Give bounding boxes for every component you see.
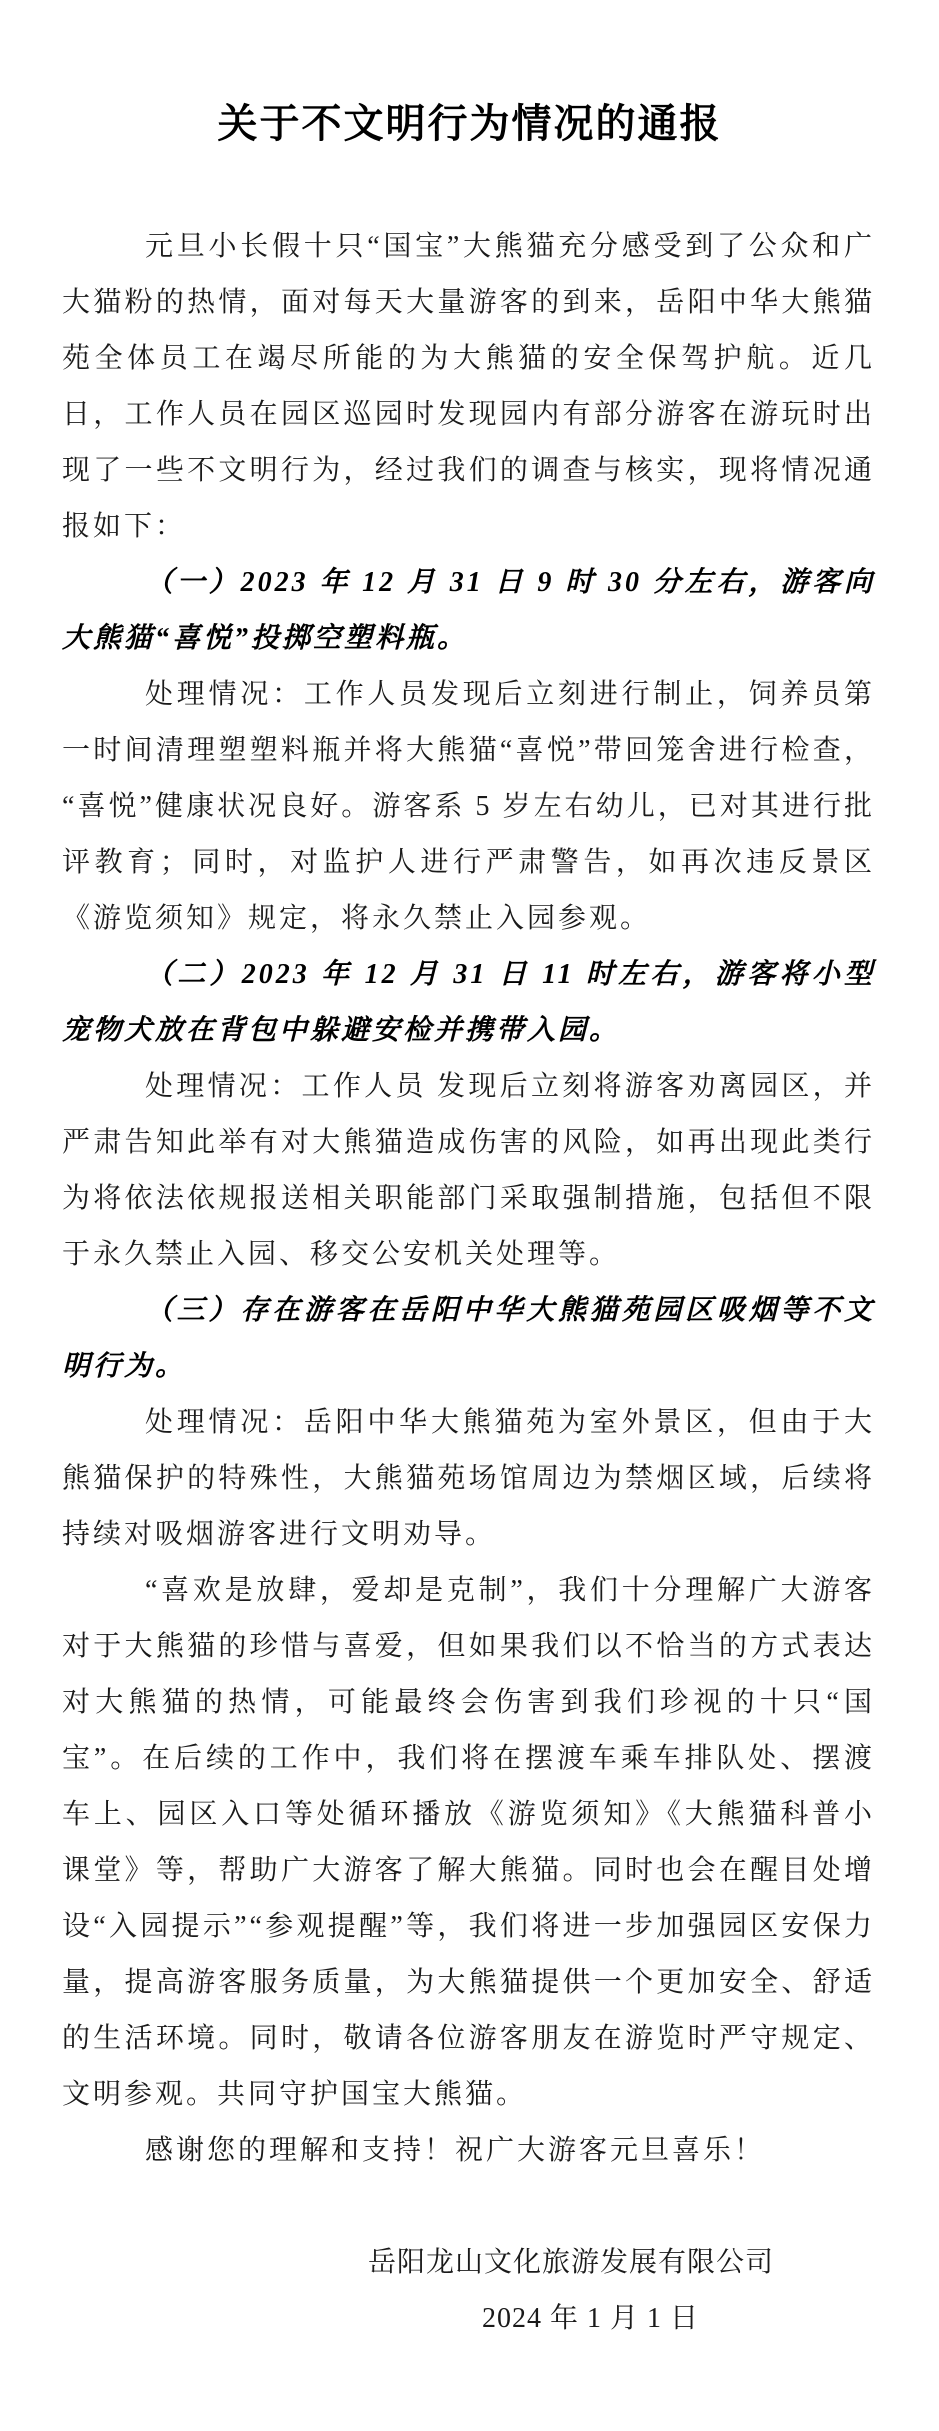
document-title: 关于不文明行为情况的通报 bbox=[217, 101, 722, 146]
section-heading-1: （一）2023 年 12 月 31 日 9 时 30 分左右，游客向大熊猫“喜悦”投掷空塑料瓶。 bbox=[62, 567, 875, 654]
closing-measures-paragraph: “喜欢是放肆，爱却是克制”，我们十分理解广大游客对于大熊猫的珍惜与喜爱，但如果我们以不恰当的方式表达对大熊猫的热情，可能最终会伤害到我们珍视的十只“国宝”。在后续的工作中，我们将在摆渡车乘车排队处、摆渡车上、园区入口等处循环播放《游览须知》《大熊猫科普小课堂》等，帮助广大游客了解大熊猫。同时也会在醒目处增设“入园提示”“参观提醒”等，我们将进一步加强园区安保力量，提高游客服务质量，为大熊猫提供一个更加安全、舒适的生活环境。同时，敬请各位游客朋友在游览时严守规定、文明参观。共同守护国宝大熊猫。 bbox=[62, 1575, 875, 2110]
section-1-handling-paragraph: 处理情况：工作人员发现后立刻进行制止，饲养员第一时间清理塑塑料瓶并将大熊猫“喜悦”带回笼舍进行检查，“喜悦”健康状况良好。游客系 5 岁左右幼儿，已对其进行批评教育；同时，对监护人进行严肃警告，如再次违反景区《游览须知》规定，将永久禁止入园参观。 bbox=[62, 679, 875, 934]
intro-paragraph: 元旦小长假十只“国宝”大熊猫充分感受到了公众和广大猫粉的热情，面对每天大量游客的到来，岳阳中华大熊猫苑全体员工在竭尽所能的为大熊猫的安全保驾护航。近几日，工作人员在园区巡园时发现园内有部分游客在游玩时出现了一些不文明行为，经过我们的调查与核实，现将情况通报如下： bbox=[62, 231, 875, 542]
signature-company: 岳阳龙山文化旅游发展有限公司 bbox=[367, 2247, 774, 2278]
section-2-handling-paragraph: 处理情况：工作人员 发现后立刻将游客劝离园区，并严肃告知此举有对大熊猫造成伤害的风险，如再出现此类行为将依法依规报送相关职能部门采取强制措施，包括但不限于永久禁止入园、移交公安机关处理等。 bbox=[62, 1071, 875, 1270]
signature-date: 2024 年 1 月 1 日 bbox=[481, 2303, 699, 2334]
section-heading-2: （二）2023 年 12 月 31 日 11 时左右，游客将小型宠物犬放在背包中躲避安检并携带入园。 bbox=[62, 959, 875, 1046]
section-heading-3: （三）存在游客在岳阳中华大熊猫苑园区吸烟等不文明行为。 bbox=[62, 1295, 875, 1382]
section-3-handling-paragraph: 处理情况：岳阳中华大熊猫苑为室外景区，但由于大熊猫保护的特殊性，大熊猫苑场馆周边为禁烟区域，后续将持续对吸烟游客进行文明劝导。 bbox=[62, 1407, 875, 1550]
thanks-paragraph: 感谢您的理解和支持！祝广大游客元旦喜乐！ bbox=[145, 2135, 766, 2166]
signature-block bbox=[62, 2235, 875, 2347]
document-body bbox=[62, 219, 875, 2347]
